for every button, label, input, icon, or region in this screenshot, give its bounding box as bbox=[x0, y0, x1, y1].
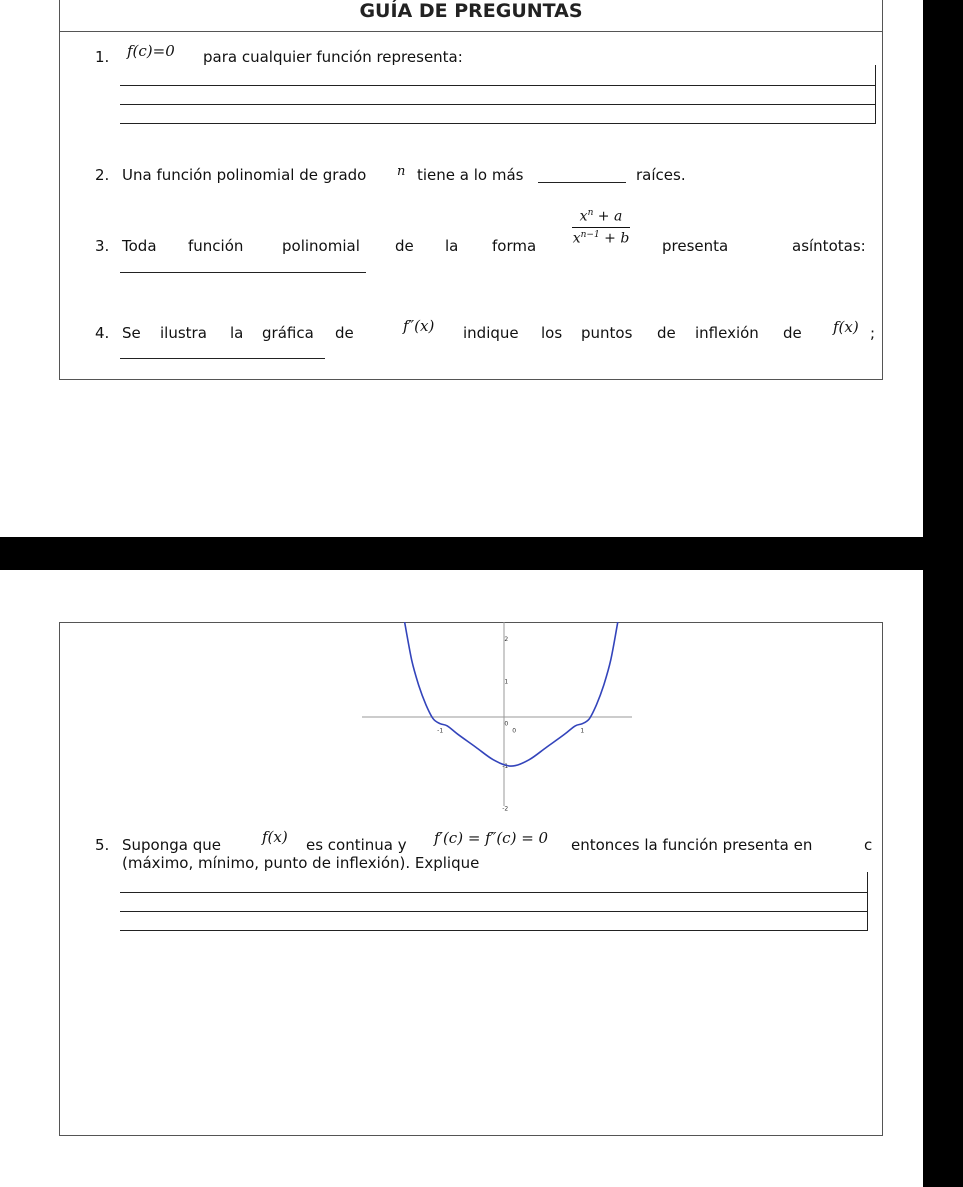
page-bottom bbox=[0, 570, 923, 1187]
q3-word: Toda bbox=[122, 237, 157, 255]
series-curve bbox=[405, 622, 618, 766]
axis-ticks bbox=[437, 636, 584, 813]
q5-line2: (máximo, mínimo, punto de inflexión). Explique bbox=[122, 854, 480, 872]
q1-answer-line-2[interactable] bbox=[120, 104, 876, 105]
q2-text-after: raíces. bbox=[636, 166, 686, 184]
q4-word: indique bbox=[463, 324, 519, 342]
q4-answer-blank[interactable] bbox=[120, 358, 325, 359]
q4-word: de bbox=[335, 324, 354, 342]
q4-word: los bbox=[541, 324, 563, 342]
q3-frac-bar bbox=[572, 227, 630, 228]
q3-frac-denominator: $x^{n-1} + b$ bbox=[572, 229, 630, 247]
q4-word: gráfica bbox=[262, 324, 314, 342]
q5-text1: Suponga que bbox=[122, 836, 221, 854]
q5-number: 5. bbox=[95, 836, 110, 854]
q4-word: ilustra bbox=[160, 324, 207, 342]
q2-text-middle: tiene a lo más bbox=[417, 166, 524, 184]
q4-word: puntos bbox=[581, 324, 633, 342]
q1-answer-line-3[interactable] bbox=[120, 123, 876, 124]
q2-var-n: n bbox=[397, 164, 406, 179]
q4-number: 4. bbox=[95, 324, 110, 342]
q1-text: para cualquier función representa: bbox=[203, 48, 463, 66]
q4-math-f: f(x) bbox=[833, 318, 859, 336]
q4-punct: ; bbox=[870, 324, 876, 342]
q1-answer-line-1[interactable] bbox=[120, 85, 876, 86]
q2-text-before: Una función polinomial de grado bbox=[122, 166, 367, 184]
q4-word: la bbox=[230, 324, 244, 342]
questions-box bbox=[59, 0, 883, 380]
q1-number: 1. bbox=[95, 48, 110, 66]
q2-number: 2. bbox=[95, 166, 110, 184]
q3-word: forma bbox=[492, 237, 537, 255]
q4-word: Se bbox=[122, 324, 141, 342]
page-top bbox=[0, 0, 923, 537]
q3-word: la bbox=[445, 237, 459, 255]
q3-word: polinomial bbox=[282, 237, 360, 255]
q2-answer-blank[interactable] bbox=[538, 182, 626, 183]
q5-text4: c bbox=[864, 836, 873, 854]
page-title bbox=[60, 0, 882, 32]
q3-answer-blank[interactable] bbox=[120, 272, 366, 273]
q5-text2: es continua y bbox=[306, 836, 407, 854]
q4-word: de bbox=[783, 324, 802, 342]
y-tick-label: -2 bbox=[502, 805, 509, 813]
title-text: GUÍA DE PREGUNTAS bbox=[359, 0, 583, 22]
q4-word: inflexión bbox=[695, 324, 759, 342]
q3-word-after: presenta bbox=[662, 237, 729, 255]
x-tick-label: 1 bbox=[580, 727, 585, 735]
y-tick-label: 1 bbox=[504, 678, 509, 686]
q3-fraction bbox=[572, 208, 630, 246]
q4-math-f2: f″(x) bbox=[403, 317, 435, 335]
function-graph bbox=[362, 622, 632, 817]
q1-answer-border bbox=[875, 65, 876, 123]
y-tick-label: 2 bbox=[504, 635, 509, 643]
q3-number: 3. bbox=[95, 237, 110, 255]
q5-answer-line-3[interactable] bbox=[120, 930, 868, 931]
x-tick-label: 0 bbox=[512, 727, 517, 735]
q4-word: de bbox=[657, 324, 676, 342]
y-tick-label: -1 bbox=[502, 763, 509, 771]
q3-word: función bbox=[188, 237, 244, 255]
q5-math1: f(x) bbox=[262, 828, 288, 846]
q5-answer-line-1[interactable] bbox=[120, 892, 868, 893]
q1-math: f(c)=0 bbox=[127, 42, 175, 60]
x-tick-label: -1 bbox=[437, 727, 444, 735]
q3-frac-numerator: $x^n + a$ bbox=[579, 208, 623, 225]
q5-math2: f′(c) = f″(c) = 0 bbox=[434, 829, 549, 847]
q3-word: de bbox=[395, 237, 414, 255]
q3-word-end: asíntotas: bbox=[792, 237, 866, 255]
q5-answer-line-2[interactable] bbox=[120, 911, 868, 912]
q5-text3: entonces la función presenta en bbox=[571, 836, 813, 854]
q5-answer-border bbox=[867, 872, 868, 930]
y-tick-label: 0 bbox=[504, 720, 509, 728]
